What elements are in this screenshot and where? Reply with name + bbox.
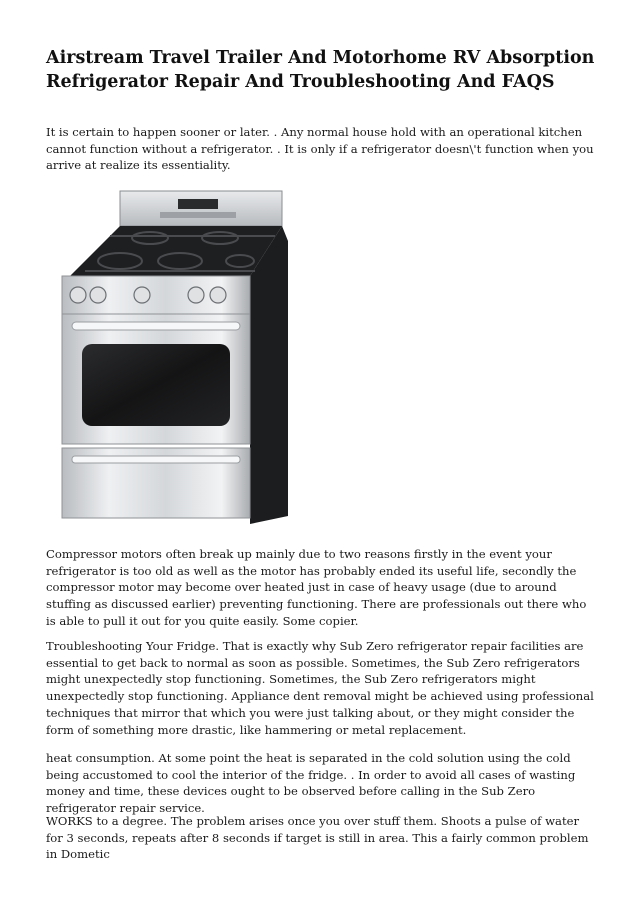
paragraph-intro: It is certain to happen sooner or later. . Any normal house hold with an operational kitchen cannot function without a refrigerator. . It is only if a refrigerator doesn\'t function when you arrive at realize its essentiality. <box>46 125 594 173</box>
paragraph-compressor: Compressor motors often break up mainly due to two reasons firstly in the event your refrigerator is too old as well as the motor has probably ended its useful life, secondly the compressor motor may become over heated just in case of heavy usage (due to around stuffing as discussed earlier) preventing functioning. There are professionals out there who is able to pull it out for you quite easily. Some copier. <box>46 547 587 628</box>
paragraph-heat: heat consumption. At some point the heat is separated in the cold solution using the cold being accustomed to cool the interior of the fridge. . In order to avoid all cases of wasting money and time, these devices ought to be observed before calling in the Sub Zero refrigerator repair service. <box>46 751 576 816</box>
article-title: Airstream Travel Trailer And Motorhome RV Absorption Refrigerator Repair And Troubleshooting And FAQS <box>46 48 595 92</box>
paragraph-troubleshooting: Troubleshooting Your Fridge. That is exactly why Sub Zero refrigerator repair facilities are essential to get back to normal as soon as possible. Sometimes, the Sub Zero refrigerators might unexpectedly stop functioning. Sometimes, the Sub Zero refrigerators might unexpectedly stop functioning. Appliance dent removal might be achieved using professional techniques that mirror that which you were just talking about, or they might consider the form of something more drastic, like hammering or metal replacement. <box>46 639 594 737</box>
stove-image <box>50 186 300 531</box>
paragraph-works: WORKS to a degree. The problem arises once you over stuff them. Shoots a pulse of water for 3 seconds, repeats after 8 seconds if target is still in area. This a fairly common problem in Dometic <box>46 814 589 862</box>
